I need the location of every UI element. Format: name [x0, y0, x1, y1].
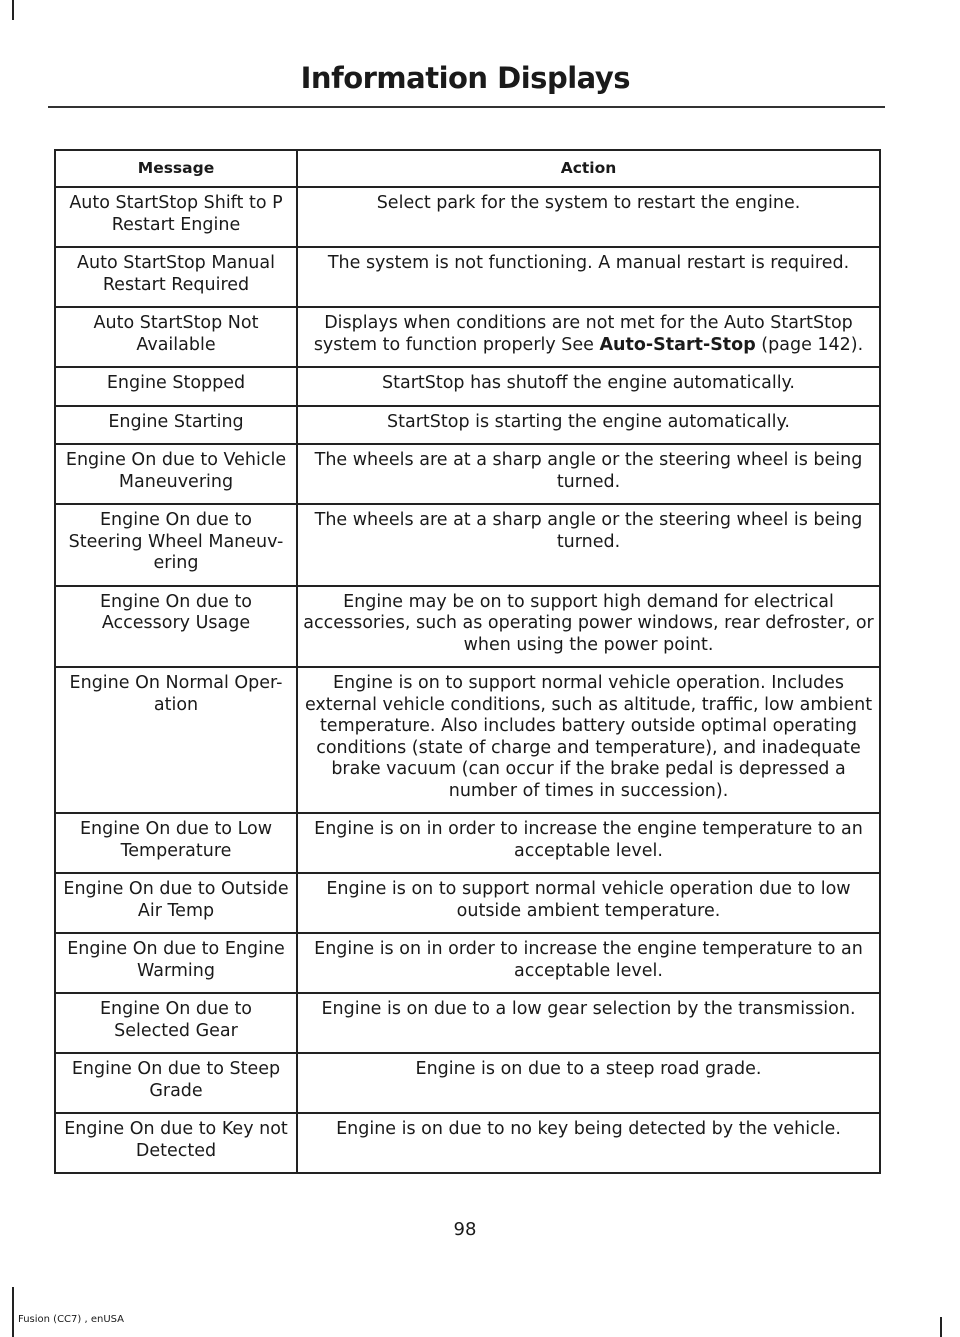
action-cell: Engine is on in order to increase the engine temperature to an acceptable level.	[297, 933, 880, 993]
table-row	[55, 187, 880, 247]
table-row	[55, 873, 880, 933]
action-cell: Engine is on to support normal vehicle operation. Includes external vehicle conditions, such as altitude, traffic, low ambient temperature. Also includes battery outside optimal operating conditions (state of charge and temperature), and inadequate brake vacuum (can occur if the brake pedal is depressed a number of times in succession).	[297, 667, 880, 813]
table-row	[55, 813, 880, 873]
action-cell: Engine is on in order to increase the engine temperature to an acceptable level.	[297, 813, 880, 873]
action-cell: The wheels are at a sharp angle or the steering wheel is being turned.	[297, 504, 880, 586]
action-text: (page 142).	[755, 334, 864, 355]
table-header-row	[55, 150, 880, 187]
message-cell: Engine On due to Low Temperature	[55, 813, 297, 873]
message-cell: Auto StartStop Manual Restart Required	[55, 247, 297, 307]
message-cell: Engine Starting	[55, 406, 297, 445]
table-row	[55, 1053, 880, 1113]
message-cell: Engine On due to Steep Grade	[55, 1053, 297, 1113]
document-id: Fusion (CC7) , enUSA	[18, 1314, 125, 1325]
table-row	[55, 586, 880, 668]
table-row	[55, 993, 880, 1053]
action-cell: Engine is on due to a steep road grade.	[297, 1053, 880, 1113]
message-cell: Engine On due to Engine Warming	[55, 933, 297, 993]
table-row	[55, 247, 880, 307]
action-cell: StartStop is starting the engine automatically.	[297, 406, 880, 445]
table-row	[55, 307, 880, 367]
table-row	[55, 504, 880, 586]
table-row	[55, 933, 880, 993]
message-cell: Engine On due to Selected Gear	[55, 993, 297, 1053]
column-header-action: Action	[297, 150, 880, 187]
crop-mark-bottom-left	[12, 1287, 14, 1337]
action-text: Displays when conditions are not met for the Auto StartStop system to function properly See	[313, 313, 853, 355]
table-row	[55, 406, 880, 445]
message-cell: Engine On due to Outside Air Temp	[55, 873, 297, 933]
action-cell: Engine is on due to a low gear selection by the transmission.	[297, 993, 880, 1053]
auto-start-stop-link[interactable]: Auto-Start-Stop	[599, 334, 756, 355]
table-row	[55, 667, 880, 813]
table-row	[55, 1113, 880, 1173]
message-cell: Auto StartStop Shift to P Restart Engine	[55, 187, 297, 247]
action-cell: The system is not functioning. A manual restart is required.	[297, 247, 880, 307]
crop-mark-bottom-right	[940, 1317, 942, 1337]
message-table	[54, 149, 881, 1174]
action-cell: The wheels are at a sharp angle or the steering wheel is being turned.	[297, 444, 880, 504]
message-cell: Engine On due to Key not Detected	[55, 1113, 297, 1173]
message-cell: Auto StartStop Not Available	[55, 307, 297, 367]
table-row	[55, 367, 880, 406]
action-cell: Engine is on due to no key being detected by the vehicle.	[297, 1113, 880, 1173]
table-row	[55, 444, 880, 504]
page-title: Information Displays	[300, 61, 630, 95]
action-cell: Engine is on to support normal vehicle operation due to low outside ambient temperature.	[297, 873, 880, 933]
message-cell: Engine On Normal Oper-ation	[55, 667, 297, 813]
column-header-message: Message	[55, 150, 297, 187]
action-cell	[297, 307, 880, 367]
crop-mark-top-left	[12, 0, 14, 20]
action-cell: Select park for the system to restart the engine.	[297, 187, 880, 247]
message-cell: Engine Stopped	[55, 367, 297, 406]
page-number: 98	[453, 1219, 477, 1240]
action-cell: Engine may be on to support high demand for electrical accessories, such as operating power windows, rear defroster, or when using the power point.	[297, 586, 880, 668]
action-cell: StartStop has shutoff the engine automatically.	[297, 367, 880, 406]
message-cell: Engine On due to Accessory Usage	[55, 586, 297, 668]
title-divider	[48, 106, 885, 108]
message-cell: Engine On due to Vehicle Maneuvering	[55, 444, 297, 504]
message-cell: Engine On due to Steering Wheel Maneuv-ering	[55, 504, 297, 586]
